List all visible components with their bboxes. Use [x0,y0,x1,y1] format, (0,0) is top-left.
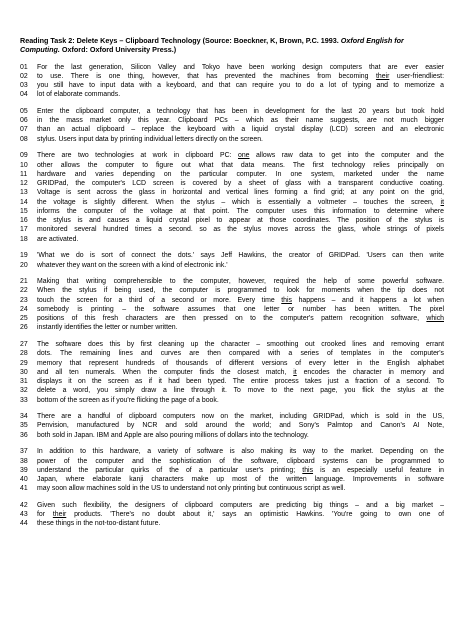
line-text [37,72,444,81]
line-text [37,116,444,125]
line-segment: There are two technologies at work in clipboard PC: [37,152,238,160]
line-number: 12 [20,180,28,188]
line-segment: these things in the not-too-distant future. [37,520,161,528]
text-line [20,90,444,99]
line-segment: In addition to this hardware, a variety of software is also making its way to the market. Depending on the [37,448,444,456]
line-text [37,457,444,466]
line-number: 22 [20,287,28,295]
line-segment: and all ten numerals. When the computer finds the closest match, [37,368,294,376]
text-line [20,359,444,368]
line-number: 16 [20,217,28,225]
text-line [20,412,444,421]
paragraph [20,412,444,440]
paragraph [20,151,444,244]
line-text [37,349,444,358]
line-number: 13 [20,189,28,197]
text-line [20,305,444,314]
underlined-word: this [281,296,292,304]
underlined-word: which [426,315,444,323]
document-title [20,36,444,55]
document-page [20,36,444,536]
text-line [20,72,444,81]
line-segment: stylus. Users input data by printing individual letters directly on the screen. [37,135,263,143]
text-line [20,386,444,395]
line-number: 20 [20,261,28,269]
line-text [37,135,444,144]
line-segment: products. 'There's no doubt about it,' says an optimistic Hawkins. 'You're going to own one of [66,511,444,519]
line-text [37,235,444,244]
line-segment: for [37,511,53,519]
document-body [20,63,444,529]
line-number: 18 [20,235,28,243]
text-line [20,431,444,440]
line-segment: dots. The remaining lines and curves are then compared with a series of templates in the computer's [37,350,444,358]
line-segment: monitored several hundred times a second. so as the stylus moves across the glass, whole strings of pixels [37,226,444,234]
line-text [37,170,444,179]
line-segment: may soon allow machines sold in the US to understand not only printing but continuous script as well. [37,485,346,493]
line-segment: informs the computer of the voltage at that point. The computer uses this information to determine where [37,207,444,215]
line-number: 32 [20,387,28,395]
text-line [20,314,444,323]
text-line [20,286,444,295]
line-segment: Voltage is sent across the glass in horizontal and vertical lines forming a find grid; at any point on the grid, [37,189,444,197]
underlined-word: this [302,466,314,474]
line-text [37,359,444,368]
text-line [20,179,444,188]
line-text [37,519,444,528]
line-number: 29 [20,359,28,367]
line-text [37,261,444,270]
line-text [37,286,444,295]
text-line [20,135,444,144]
line-text [37,225,444,234]
line-segment: than an actual clipboard – replace the keyboard with a liquid crystal display (LCD) screen and an electronic [37,126,444,134]
line-text [37,368,444,377]
line-segment: delete a word, you simply draw a line through it. To move to the next page, you flick the stylus at the [37,387,444,395]
underlined-word: their [375,72,390,80]
line-segment: Making that writing comprehensible to the computer, however, required the help of some powerful software. [37,278,444,286]
line-segment: Given such flexibility, the designers of clipboard computers are predicting big things – and a big market – [37,501,444,509]
text-line [20,323,444,332]
line-segment: When the stylus if being used, the computer is programmed to look for moments when the tip does not [37,287,444,295]
text-line [20,225,444,234]
line-segment: user-friendliest: [389,72,444,80]
line-number: 40 [20,476,28,484]
text-line [20,216,444,225]
line-number: 14 [20,198,28,206]
title-main: Reading Task 2: Delete Keys – Clipboard Technology (Source: Boeckner, K, Brown, P.C. 1993. [20,36,341,45]
line-segment: you still have to input data with a keyboard, and that can require you to do a lot of typing and to memorize a [37,82,444,90]
line-segment: touch the screen for a third of a second or more. Every time [37,296,282,304]
line-segment: the voltage is slightly different. When the stylus – which is essentially a voltmeter – touches the screen, [37,198,441,206]
line-segment: Penvision, manufactured by NCR and sold around the world; and Sony's Palmtop and Canon's AI Note, [37,422,444,430]
text-line [20,349,444,358]
line-number: 41 [20,485,28,493]
paragraph [20,447,444,493]
text-line [20,125,444,134]
title-publisher: Oxford: Oxford University Press.) [59,45,177,55]
line-number: 19 [20,252,28,260]
line-number: 08 [20,135,28,143]
text-line [20,151,444,160]
line-text [37,466,444,475]
line-number: 42 [20,501,28,509]
text-line [20,466,444,475]
text-line [20,235,444,244]
line-segment: power of the computer and the sophistication of the software, clipboard systems can be programmed to [37,457,444,465]
line-number: 24 [20,305,28,313]
text-line [20,396,444,405]
text-line [20,475,444,484]
text-line [20,447,444,456]
line-text [37,412,444,421]
line-text [37,90,444,99]
line-number: 11 [20,170,28,178]
paragraph [20,340,444,405]
line-segment: to use. There is one thing, however, that has prevented the machines from becoming [37,72,376,80]
text-line [20,207,444,216]
line-number: 23 [20,296,28,304]
line-text [37,323,444,332]
title-book: Oxford English for Computing. [20,36,404,55]
text-line [20,161,444,170]
line-number: 10 [20,161,28,169]
line-segment: are activated. [37,235,79,243]
text-line [20,501,444,510]
line-text [37,475,444,484]
line-text [37,501,444,510]
line-segment: lot of elaborate commands. [37,91,121,99]
line-text [37,421,444,430]
line-segment: GRIDPad, the computer's LCD screen is covered by a sheet of glass with a transparent conductive coating. [37,180,444,188]
line-number: 27 [20,341,28,349]
line-number: 37 [20,448,28,456]
line-segment: memory that represent hundreds of thousands of different versions of every letter in the English alphabet [37,359,444,367]
line-number: 34 [20,413,28,421]
line-number: 38 [20,457,28,465]
paragraph [20,107,444,144]
line-text [37,161,444,170]
line-text [37,484,444,493]
line-segment: both sold in Japan. IBM and Apple are also pouring millions of dollars into the technology. [37,431,309,439]
line-text [37,386,444,395]
underlined-word: it [440,198,444,206]
line-number: 17 [20,226,28,234]
line-number: 26 [20,324,28,332]
text-line [20,188,444,197]
line-number: 39 [20,466,28,474]
line-number: 35 [20,422,28,430]
text-line [20,296,444,305]
line-segment: somebody is printing – the software assumes that one letter or number has been written. The pixel [37,305,444,313]
text-line [20,107,444,116]
line-segment: 'What we do is sort of connect the dots.' says Jeff Hawkins, the creator of GRIDPad. 'Users can then write [37,252,444,260]
text-line [20,484,444,493]
line-segment: the stylus is and causes a liquid crystal pixel to appear at those coordinates. The position of the stylus is [37,217,444,225]
paragraph [20,63,444,100]
line-number: 15 [20,207,28,215]
line-segment: instantly identifies the letter or number written. [37,324,178,332]
line-text [37,377,444,386]
line-segment: For the last generation, Silicon Valley and Tokyo have been working design computers that are ever easier [37,63,444,71]
line-number: 02 [20,72,28,80]
text-line [20,81,444,90]
line-text [37,510,444,519]
text-line [20,377,444,386]
line-text [37,81,444,90]
text-line [20,277,444,286]
line-segment: There are a handful of clipboard computers now on the market, including GRIDPad, which is sold in the US, [37,413,444,421]
underlined-word: their [52,511,67,519]
paragraph [20,501,444,529]
text-line [20,421,444,430]
line-text [37,277,444,286]
line-segment: allows raw data to get into the computer and the [249,152,444,160]
line-text [37,340,444,349]
line-number: 07 [20,126,28,134]
line-segment: encodes the character in memory and [296,368,444,376]
line-number: 06 [20,117,28,125]
underlined-word: one [238,152,250,160]
text-line [20,519,444,528]
text-line [20,116,444,125]
line-text [37,207,444,216]
line-text [37,63,444,72]
line-number: 04 [20,91,28,99]
line-number: 03 [20,82,28,90]
line-segment: is an especially useful feature in [313,466,444,474]
text-line [20,63,444,72]
line-number: 09 [20,152,28,160]
line-text [37,216,444,225]
line-segment: Japan, where elaborate kanji characters make up most of the written language. Improvements in software [37,476,444,484]
line-segment: positions of this fresh characters are then pressed on to the computer's pattern recognition software, [37,315,427,323]
line-segment: The software does this by first cleaning up the character – smoothing out crooked lines and removing errant [37,341,444,349]
text-line [20,261,444,270]
line-text [37,314,444,323]
line-segment: in the mass market only this year. Clipboard PCs – which as their name suggests, are not much bigger [37,117,444,125]
line-number: 25 [20,315,28,323]
line-text [37,198,444,207]
line-number: 21 [20,278,28,286]
line-number: 30 [20,368,28,376]
line-text [37,125,444,134]
line-number: 31 [20,378,28,386]
line-number: 28 [20,350,28,358]
line-text [37,251,444,260]
text-line [20,510,444,519]
line-segment: other allows the computer to figure out what that data means. The first technology relies principally on [37,161,444,169]
line-text [37,151,444,160]
line-text [37,296,444,305]
text-line [20,198,444,207]
line-text [37,188,444,197]
line-segment: Enter the clipboard computer, a technology that has been in development for the last 20 years but took hold [37,107,444,115]
paragraph [20,251,444,270]
line-number: 43 [20,511,28,519]
line-text [37,179,444,188]
line-segment: bottom of the screen as if you're flicking the page of a book. [37,396,219,404]
line-number: 05 [20,107,28,115]
text-line [20,340,444,349]
line-segment: hardware and varies depending on the particular computer. In one system, marketed under the name [37,170,444,178]
text-line [20,368,444,377]
text-line [20,457,444,466]
line-number: 36 [20,431,28,439]
line-segment: whatever they want on the screen with a kind of electronic ink.' [37,261,228,269]
line-segment: understand the particular quirks of the of a particular user's printing; [37,466,303,474]
underlined-word: it [293,368,297,376]
line-number: 44 [20,520,28,528]
text-line [20,251,444,260]
line-number: 01 [20,63,28,71]
line-text [37,305,444,314]
line-text [37,447,444,456]
paragraph [20,277,444,333]
text-line [20,170,444,179]
line-text [37,107,444,116]
line-text [37,431,444,440]
line-segment: displays it on the screen as if it had been typed. The entire process takes just a fraction of a second. To [37,378,444,386]
line-text [37,396,444,405]
line-segment: happens – and it happens a lot when [292,296,444,304]
line-number: 33 [20,396,28,404]
